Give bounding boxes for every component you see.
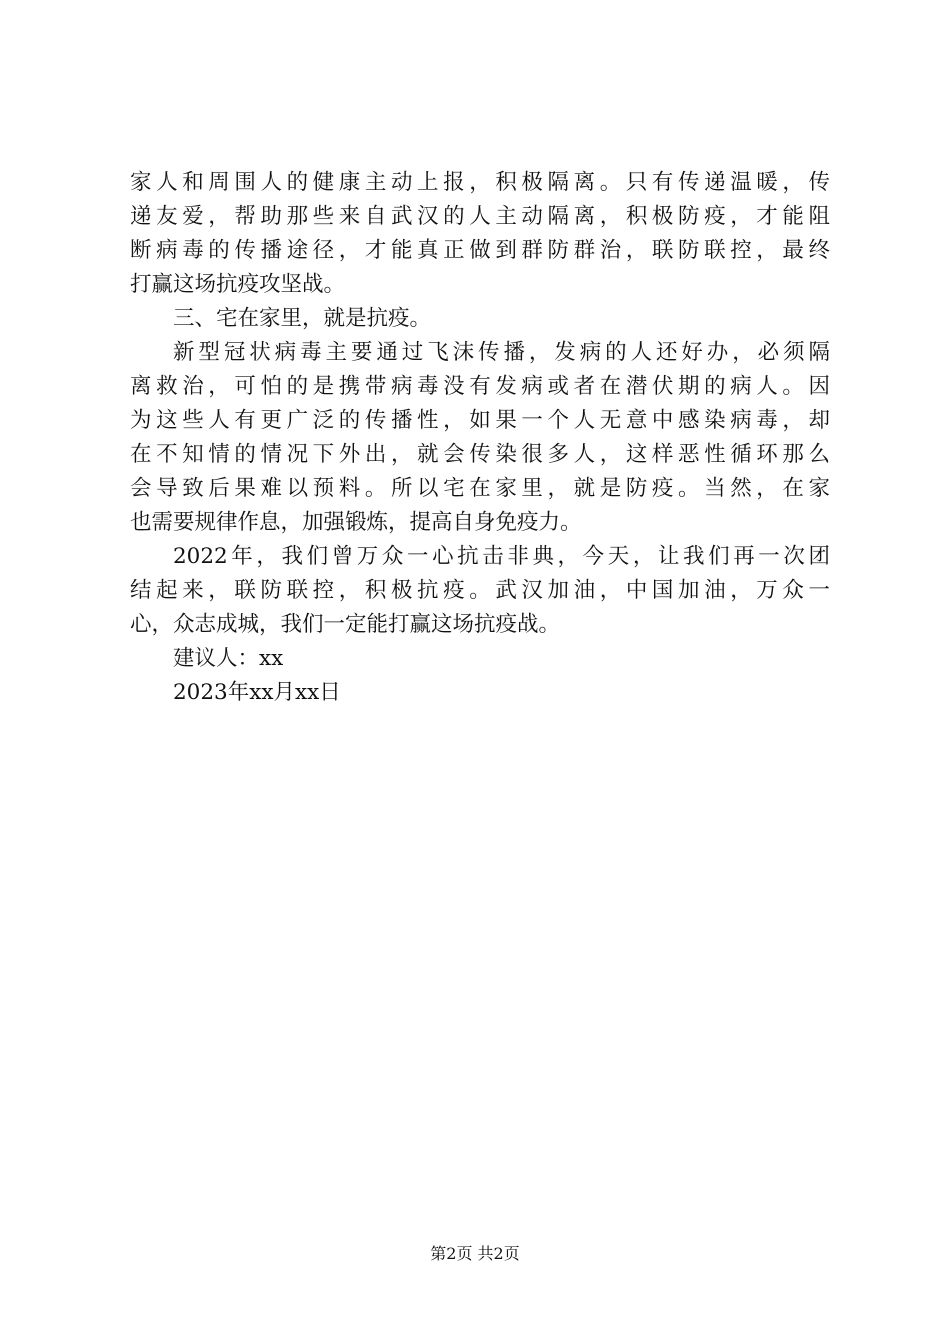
body-line: 为这些人有更广泛的传播性，如果一个人无意中感染病毒，却 [130,408,830,433]
body-line: 家人和周围人的健康主动上报，积极隔离。只有传递温暖，传 [130,170,830,195]
page-footer: 第2页 共2页 [430,1244,520,1263]
body-line: 新型冠状病毒主要通过飞沫传播，发病的人还好办，必须隔 [173,340,830,365]
body-line: 递友爱，帮助那些来自武汉的人主动隔离，积极防疫，才能阻 [130,204,830,229]
body-line: 2022年，我们曾万众一心抗击非典，今天，让我们再一次团 [173,544,830,569]
signature-line: 建议人：xx [173,646,284,671]
document-body [130,166,830,710]
body-line: 离救治，可怕的是携带病毒没有发病或者在潜伏期的病人。因 [130,374,830,399]
body-line: 打赢这场抗疫攻坚战。 [130,272,346,297]
body-line: 会导致后果难以预料。所以宅在家里，就是防疫。当然，在家 [130,476,830,501]
date-line: 2023年xx月xx日 [173,680,341,705]
body-line: 结起来，联防联控，积极抗疫。武汉加油，中国加油，万众一 [130,578,830,603]
body-line: 断病毒的传播途径，才能真正做到群防群治，联防联控，最终 [130,238,830,263]
body-line: 在不知情的情况下外出，就会传染很多人，这样恶性循环那么 [130,442,830,467]
section-heading: 三、宅在家里，就是抗疫。 [173,306,432,331]
body-line: 也需要规律作息，加强锻炼，提高自身免疫力。 [130,510,582,535]
body-line: 心，众志成城，我们一定能打赢这场抗疫战。 [130,612,561,637]
